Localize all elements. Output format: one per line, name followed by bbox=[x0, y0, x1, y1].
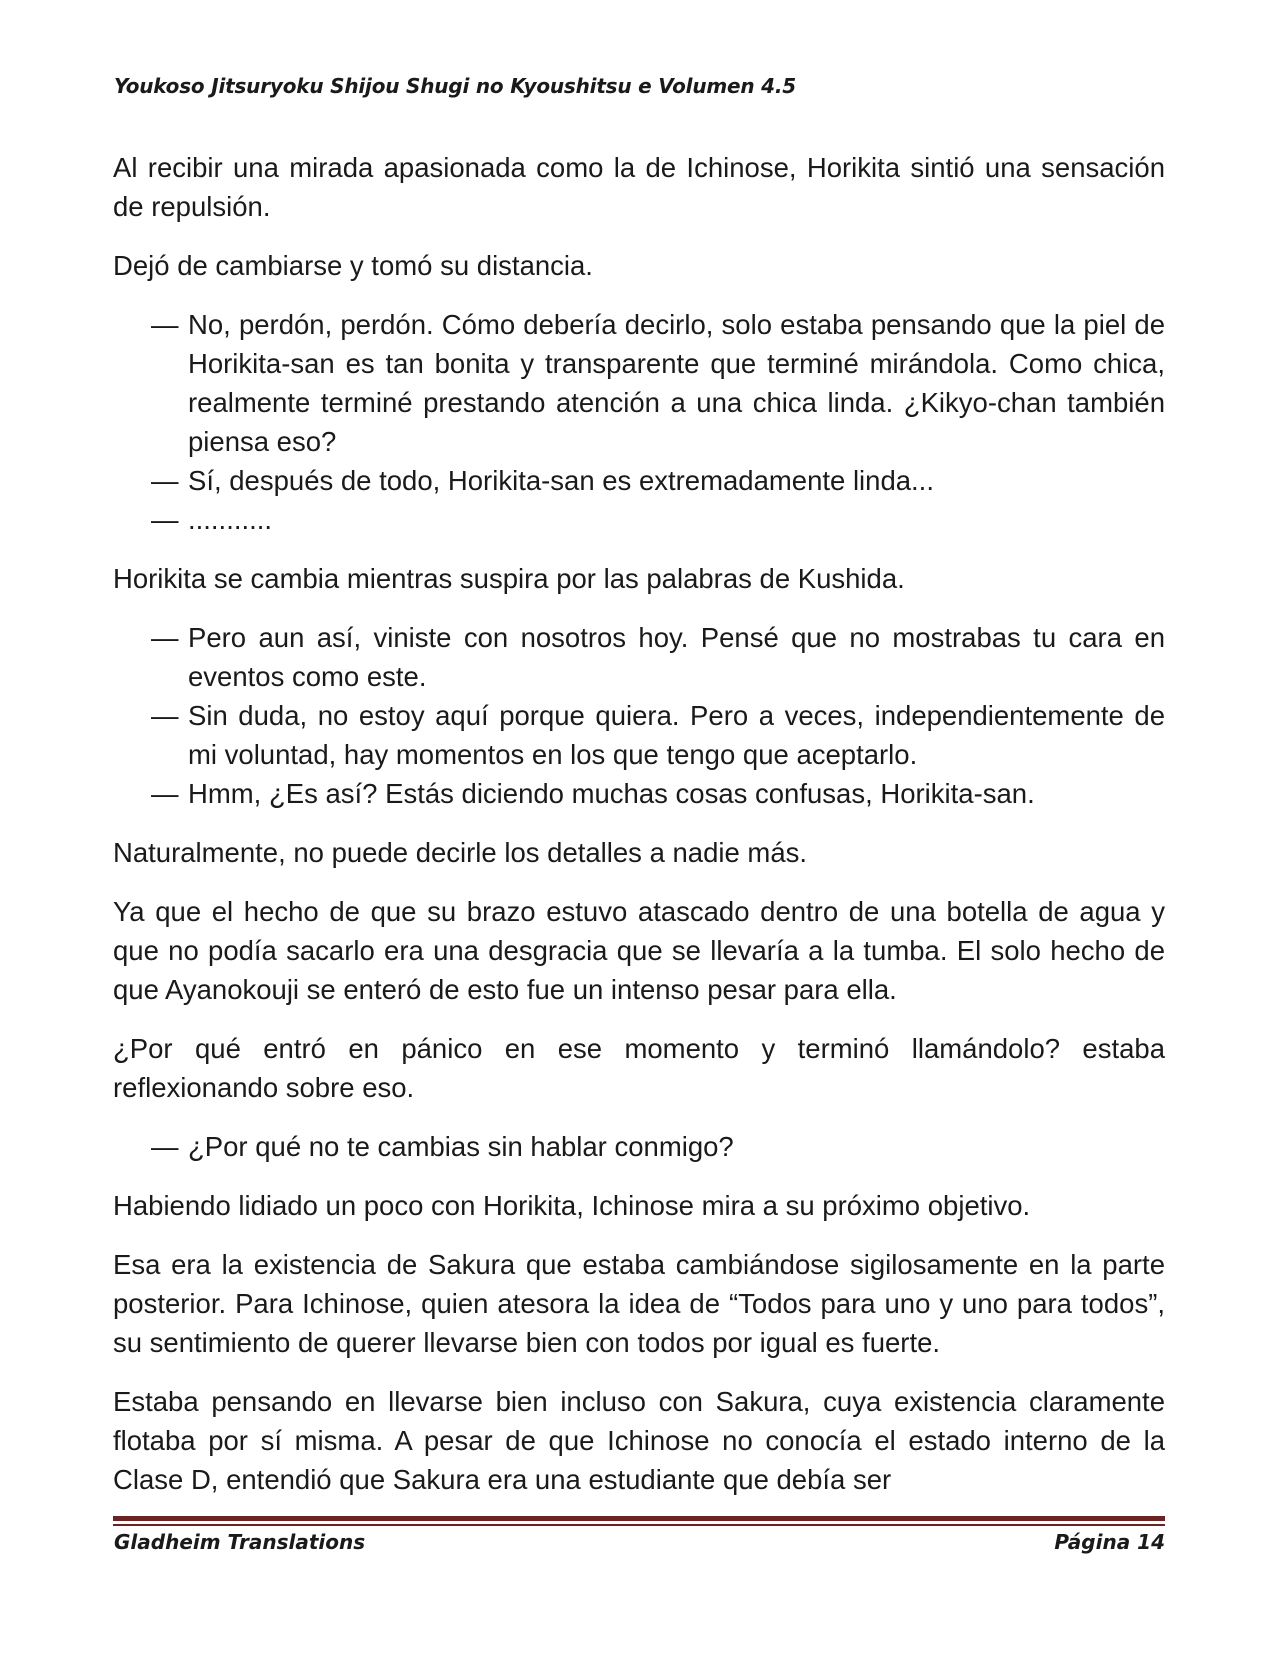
em-dash: — bbox=[151, 504, 179, 535]
paragraph-8: Esa era la existencia de Sakura que estaba cambiándose sigilosamente en la parte posterior. Para Ichinose, quien atesora la idea de “Todos para uno y uno para todos”, su sentimiento de querer llevarse bien con todos por igual es fuerte. bbox=[113, 1249, 1165, 1358]
dialogue-text: ¿Por qué no te cambias sin hablar conmigo? bbox=[188, 1131, 734, 1162]
paragraph-7: Habiendo lidiado un poco con Horikita, Ichinose mira a su próximo objetivo. bbox=[113, 1190, 1031, 1221]
dialogue-text: ........... bbox=[188, 504, 273, 535]
paragraph-3: Horikita se cambia mientras suspira por las palabras de Kushida. bbox=[113, 563, 905, 594]
page-body bbox=[113, 148, 1165, 1519]
dialogue-block-3 bbox=[113, 1127, 1165, 1166]
dialogue-block-2 bbox=[113, 618, 1165, 813]
paragraph-2: Dejó de cambiarse y tomó su distancia. bbox=[113, 250, 593, 281]
dialogue-line bbox=[113, 1127, 1165, 1166]
page-number: Página 14 bbox=[1054, 1530, 1165, 1554]
dialogue-line bbox=[113, 500, 1165, 539]
footer-divider bbox=[113, 1516, 1165, 1526]
paragraph-5: Ya que el hecho de que su brazo estuvo atascado dentro de una botella de agua y que no podía sacarlo era una desgracia que se llevaría a la tumba. El solo hecho de que Ayanokouji se enteró de esto fue un intenso pesar para ella. bbox=[113, 896, 1165, 1005]
dialogue-text: Pero aun así, viniste con nosotros hoy. Pensé que no mostrabas tu cara en eventos como este. bbox=[188, 622, 1165, 692]
dialogue-text: No, perdón, perdón. Cómo debería decirlo, solo estaba pensando que la piel de Horikita-san es tan bonita y transparente que terminé mirándola. Como chica, realmente terminé prestando atención a una chica linda. ¿Kikyo-chan también piensa eso? bbox=[188, 309, 1165, 457]
paragraph-9: Estaba pensando en llevarse bien incluso con Sakura, cuya existencia claramente flotaba por sí misma. A pesar de que Ichinose no conocía el estado interno de la Clase D, entendió que Sakura era una estudiante que debía ser bbox=[113, 1386, 1165, 1495]
running-header-title: Youkoso Jitsuryoku Shijou Shugi no Kyoushitsu e Volumen 4.5 bbox=[114, 74, 796, 98]
dialogue-text: Sin duda, no estoy aquí porque quiera. Pero a veces, independientemente de mi voluntad, hay momentos en los que tengo que aceptarlo. bbox=[188, 700, 1165, 770]
em-dash: — bbox=[151, 465, 179, 496]
paragraph-1: Al recibir una mirada apasionada como la de Ichinose, Horikita sintió una sensación de repulsión. bbox=[113, 152, 1165, 222]
footer-rule-thin bbox=[113, 1524, 1165, 1526]
dialogue-line bbox=[113, 461, 1165, 500]
dialogue-line bbox=[113, 305, 1165, 461]
em-dash: — bbox=[151, 700, 179, 731]
em-dash: — bbox=[151, 622, 179, 653]
em-dash: — bbox=[151, 778, 179, 809]
dialogue-line bbox=[113, 696, 1165, 774]
em-dash: — bbox=[151, 309, 179, 340]
dialogue-text: Hmm, ¿Es así? Estás diciendo muchas cosas confusas, Horikita-san. bbox=[188, 778, 1035, 809]
paragraph-4: Naturalmente, no puede decirle los detalles a nadie más. bbox=[113, 837, 808, 868]
dialogue-block-1 bbox=[113, 305, 1165, 539]
footer-rule-thick bbox=[113, 1516, 1165, 1521]
footer-credit: Gladheim Translations bbox=[114, 1530, 366, 1554]
paragraph-6: ¿Por qué entró en pánico en ese momento y terminó llamándolo? estaba reflexionando sobre eso. bbox=[113, 1033, 1165, 1103]
dialogue-line bbox=[113, 618, 1165, 696]
dialogue-line bbox=[113, 774, 1165, 813]
dialogue-text: Sí, después de todo, Horikita-san es extremadamente linda... bbox=[188, 465, 934, 496]
em-dash: — bbox=[151, 1131, 179, 1162]
